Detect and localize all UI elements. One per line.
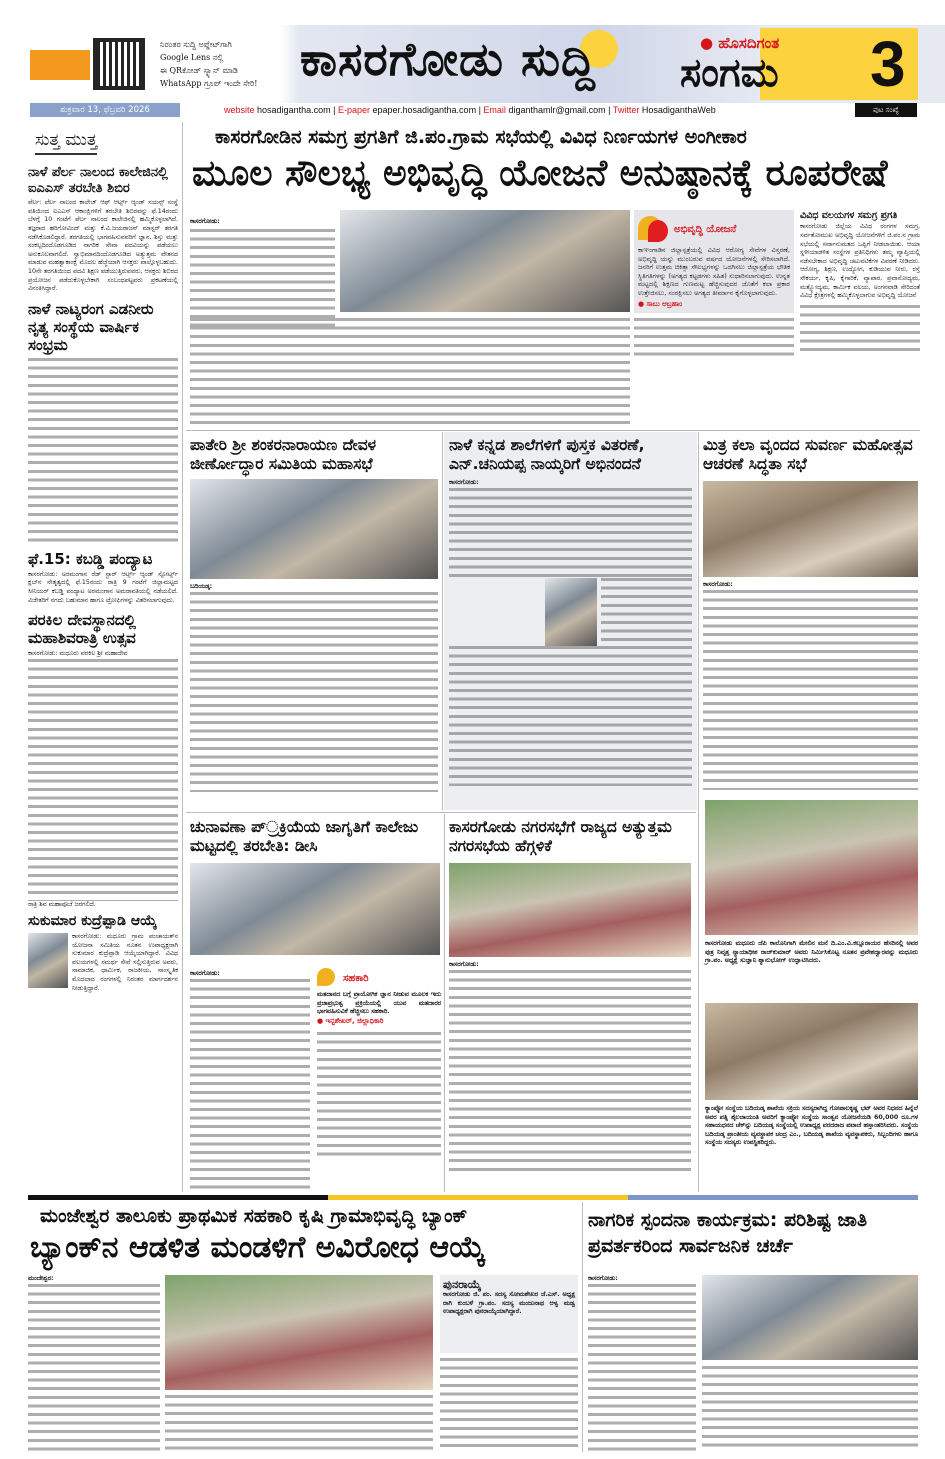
- article-kicker: ಮಂಜೇಶ್ವರ ತಾಲೂಕು ಪ್ರಾಥಮಿಕ ಸಹಕಾರಿ ಕೃಷಿ ಗ್ರಾಮಾಭಿವೃದ್ಧಿ ಬ್ಯಾಂಕ್: [40, 1205, 468, 1227]
- article-headline: ಬ್ಯಾಂಕ್‌ನ ಆಡಳಿತ ಮಂಡಳಿಗೆ ಅವಿರೋಧ ಆಯ್ಕೆ: [30, 1230, 486, 1265]
- masthead-title: ಕಾಸರಗೋಡು ಸುದ್ದಿ: [300, 32, 596, 86]
- dateline: ಮಂಜೇಶ್ವರ:: [28, 1275, 54, 1282]
- contact-links: website hosadigantha.com | E-paper epaper.hosadigantha.com | Email diganthamlr@gmail.com | Twitter HosadiganthaWeb: [224, 105, 716, 115]
- page-number: 3: [870, 28, 906, 100]
- box-text: ಕಾಸರಗೋಡು ಜಿ. ಪಂ. ಸದಸ್ಯ ಸೋಮಶೇಖರ ಜೆ.ಎಸ್. ಅಧ್ಯಕ್ಷ ರಾಗಿ ಕುಂಬಳೆ ಗ್ರಾ.ಪಂ. ಸದಸ್ಯ ಮಂಜುನಾಥ ಆಳ್ವ ಮಡ್ವ ಉಪಾಧ್ಯಕ್ಷರಾಗಿ ಪುನರಾಯ್ಕೆಯಾಗಿದ್ದಾರೆ.: [443, 1291, 575, 1316]
- article-photo: [449, 863, 691, 957]
- article-photo: [190, 479, 438, 579]
- link-label: Email: [483, 105, 506, 115]
- article-body: [588, 1275, 696, 1456]
- article-body-text: [190, 592, 438, 792]
- article-body-text: [28, 659, 178, 901]
- article-photo: [705, 1003, 918, 1100]
- sidebar-title: ವಿವಿಧ ವಲಯಗಳ ಸಮಗ್ರ ಪ್ರಗತಿ: [800, 210, 898, 221]
- column-divider: [582, 1202, 583, 1452]
- article-body: ಪೆರ್ಲ: ಪೆರ್ಲ ನಾಲಂದ ಕಾಲೇಜ್ ಆಫ್ ಆರ್ಟ್ಸ್ ಆ್ಯಂಡ್ ಸಯನ್ಸ್ ಸಂಸ್ಥೆ ವತಿಯಿಂದ ಐಎಎಸ್ ಆಕಾಂಕ್ಷಿಗಳಿಗೆ ತರಬೇತಿ ಶಿಬಿರವನ್ನು ಫೆ.14ರಂದು ಬೆಳಗ್ಗೆ 10 ಗಂಟೆಗೆ ಪೆರ್ಲ ನಾಲಂದ ಕಾಲೇಜಿನಲ್ಲಿ ಹಮ್ಮಿಕೊಳ್ಳಲಾಗಿದೆ. ತಜ್ಞರಾದ ಹರಿಗೋವಿಂದ್ ಮತ್ತು ಕೆ.ವಿ.ಜಯರಾಜನ್ ಮಾಸ್ಟರ್ ತರಗತಿ ನಡೆಸಿಕೊಡಲಿದ್ದಾರೆ. ತರಗತಿಯಲ್ಲಿ ಭಾಗವಹಿಸುವವರಿಗೆ ಜ್ಞಾನ, ಶಿಸ್ತು ಮತ್ತು ಸಂಕಲ್ಪದಿಂದೊಡಗೂಡಿದ ನಾಗರಿಕ ಸೇವಾ ಪದವಿಯನ್ನು ಪಡೆಯಲು ಅನುಕೂಲವಾಗಲಿದೆ. ಸ್ವಾಭಿಮಾನದಿಂದೊಡಗೂಡಿದ ಅತ್ಯುತ್ತಮ ವೇತನದ ಮಾಡುವ ಮಹತ್ವಾಕಾಂಕ್ಷೆ ಮೊದಲ ಹೆಜ್ಜೆಯಾಗಿ ಆಸಕ್ತರು ಪಾಲ್ಗೊಳ್ಳಬಹುದು. 10ನೇ ತರಗತಿಯಿಂದ ಪದವಿ ಶಿಕ್ಷಣ ಪಡೆಯುತ್ತಿರುವವರು, ಆಸಕ್ತರು ಶಿಬಿರದ ಪ್ರಯೋಜನ ಪಡೆದುಕೊಳ್ಳಬೇಕಾಗಿ ಸಂಬಂಧಪಟ್ಟವರು ಪ್ರಕಟಣೆಯಲ್ಲಿ ವಿನಂತಿಸಿದ್ದಾರೆ.: [28, 199, 178, 293]
- article-body-text: [588, 1284, 696, 1456]
- dateline: ಕಾಸರಗೋಡು:: [190, 218, 220, 225]
- article: [703, 436, 918, 790]
- article-body-text: [634, 318, 794, 358]
- article-body-text: [190, 229, 335, 329]
- article-body: ಕಾಸರಗೋಡು: ಮಧೂರು ಪರಕಿಲ ಶ್ರೀ ಮಹಾದೇವ: [28, 650, 128, 658]
- quote-icon: [317, 968, 335, 986]
- article-photo: [703, 481, 918, 577]
- article-headline: ನಾಳೆ ನಾಟ್ಯರಂಗ ಎಡನೀರು ನೃತ್ಯ ಸಂಸ್ಥೆಯ ವಾರ್ಷಿಕ ಸಂಭ್ರಮ: [28, 299, 154, 354]
- divider: [186, 812, 696, 813]
- article-body-text: [800, 305, 920, 355]
- article: [444, 432, 697, 810]
- link-label: E-paper: [337, 105, 370, 115]
- photo-caption: ಕ್ಯಾಂಪ್ಕೋ ಸಂಸ್ಥೆಯ ಬದಿಯಡ್ಕ ಶಾಖೆಯ ಸಕ್ರಿಯ ಸದಸ್ಯರಾಗಿದ್ದ ಗೋಪಾಲಕೃಷ್ಣ ಭಟ್ ಅವರ ನಿಧನದ ಹಿನ್ನೆಲೆ ಅವರ ಪತ್ನಿ ಶೈಲಜಾಯಂತಿ ಅವರಿಗೆ ಕ್ಯಾಂಪ್ಕೋ ಸಂಸ್ಥೆಯ ಸಾಂತ್ವನ ಯೋಜನೆಯಡಿ 60,000 ರೂ.ಗಳ ಸಹಾಯಧನದ ಚೆಕ್‌ನ್ನು ಬದಿಯಡ್ಕ ಸಂಸ್ಥೆಯಲ್ಲಿ ಉಪಾಧ್ಯಕ್ಷ ವರದರಾಜ ಪಟಾಜೆ ಹಸ್ತಾಂತರಿಸಿದರು. ಸಂಸ್ಥೆಯ ಬದಿಯಡ್ಕ ಪ್ರಾಂತೀಯ ವ್ಯವಸ್ಥಾಪಕ ಚಂದ್ರ ಎಂ., ಬದಿಯಡ್ಕ ಶಾಖೆಯ ವ್ಯವಸ್ಥಾಪಕರು, ಸಿಬ್ಬಂದಿಗಳು ಹಾಗೂ ಸಂಸ್ಥೆಯ ಸದಸ್ಯರು ಉಪಸ್ಥಿತರಿದ್ದರು.: [705, 1105, 918, 1147]
- article-body: [190, 970, 310, 1189]
- article-body-text: [190, 979, 310, 1189]
- qr-line: WhatsApp ಗ್ರೂಪ್ ಇಂದೇ ಸೇರಿ!: [160, 79, 258, 88]
- dateline: ಕಾಸರಗೋಡು:: [190, 970, 220, 977]
- epaper-link[interactable]: epaper.hosadigantha.com: [372, 105, 477, 115]
- article-body-text: [317, 1032, 441, 1160]
- article-headline: ಪಾತೇರಿ ಶ್ರೀ ಶಂಕರನಾರಾಯಣ ದೇವಳ ಜೀರ್ಣೋದ್ಧಾರ ಸಮಿತಿಯ ಮಹಾಸಭೆ: [190, 436, 377, 473]
- article-body: [28, 1275, 160, 1456]
- portrait-photo: [28, 933, 68, 988]
- quote-icon: [648, 220, 668, 242]
- column-divider: [444, 814, 445, 1192]
- article-headline: ನಾಳೆ ಪೆರ್ಲ ನಾಲಂದ ಕಾಲೇಜಿನಲ್ಲಿ ಐಎಎಸ್ ತರಬೇತಿ ಶಿಬಿರ: [28, 165, 168, 196]
- article-headline: ಚುನಾವಣಾ ಪ್್ರಕ್ರಿಯೆಯ ಜಾಗೃತಿಗೆ ಕಾಲೇಜು ಮಟ್ಟದಲ್ಲಿ ತರಬೇತಿ: ಡೀಸಿ: [190, 818, 419, 855]
- dateline: ಕಾಸರಗೋಡು:: [703, 581, 733, 589]
- article-body-text: [28, 358, 178, 546]
- article-body-text: [28, 1284, 160, 1456]
- article-photo: [705, 800, 918, 935]
- brand-name: ಹೊಸದಿಗಂತ: [718, 34, 780, 52]
- article: [190, 436, 438, 792]
- article-body-text: [601, 578, 692, 646]
- highlight-column: [634, 210, 794, 358]
- highlight-box: [440, 1275, 578, 1353]
- orange-bar-decoration: [30, 50, 90, 80]
- page-label: ಪುಟ ಸಂಖ್ಯೆ: [855, 103, 917, 117]
- article-headline: ನಾಳೆ ಕನ್ನಡ ಶಾಲೆಗಳಿಗೆ ಪುಸ್ತಕ ವಿತರಣೆ, ಎನ್.ಚನಿಯಪ್ಪ ನಾಯ್ಕರಿಗೆ ಅಭಿನಂದನೆ: [449, 436, 645, 473]
- qr-code[interactable]: [93, 38, 145, 90]
- lead-kicker: ಕಾಸರಗೋಡಿನ ಸಮಗ್ರ ಪ್ರಗತಿಗೆ ಜಿ.ಪಂ.ಗ್ರಾಮ ಸಭೆಯಲ್ಲಿ ವಿವಿಧ ನಿರ್ಣಯಗಳ ಅಂಗೀಕಾರ: [215, 126, 747, 148]
- brand-logo: ● ಹೊಸದಿಗಂತ: [700, 34, 780, 52]
- dateline: ಕಾಸರಗೋಡು:: [449, 479, 479, 487]
- link-label: Twitter: [612, 105, 640, 115]
- article-body-text: [165, 1395, 433, 1451]
- lead-sidebar: [800, 210, 920, 355]
- article-body-text: [190, 318, 630, 426]
- highlight-box: [634, 210, 794, 313]
- website-link[interactable]: hosadigantha.com: [257, 105, 331, 115]
- article-body-text: [703, 590, 918, 790]
- article-body-text: [702, 1366, 918, 1452]
- article-body-text: [440, 1358, 578, 1450]
- box-author: ● ಸಾಬು ಅಬ್ರಹಾಂ: [638, 299, 683, 308]
- portrait-photo: [545, 578, 597, 646]
- sidebar-text: ಕಾಸರಗೋಡು ಜಿಲ್ಲೆಯ ವಿವಿಧ ರಂಗಗಳ ಸಮಗ್ರ, ಸರ್ವತೋಮುಖ ಅಭಿವೃದ್ಧಿ ಯೋಜನೆಗಳಿಗೆ ಜಿ.ಪಂ.ನ ಗ್ರಾಮ ಸಭೆಯಲ್ಲಿ ಸರ್ವಾನುಮತದ ಒಪ್ಪಿಗೆ ನೀಡಲಾಯಿತು. ಆಯಾ ಸ್ಥಳೀಯಾಡಳಿತ ಸಂಸ್ಥೆಗಳ ಪ್ರತಿನಿಧಿಗಳು ತಮ್ಮ ವ್ಯಾಪ್ತಿಯಲ್ಲಿ ನಡೆಸಬೇಕಾದ ಅಭಿವೃದ್ಧಿ ಚಟುವಟಿಕೆಗಳ ವಿವರಣೆ ನೀಡಿದರು. ಆರೋಗ್ಯ, ಶಿಕ್ಷಣ, ಉದ್ಯೋಗ, ಕುಡಿಯುವ ನೀರು, ರಸ್ತೆ ಸೌಕರ್ಯ, ಕೃಷಿ, ಕೈಗಾರಿಕೆ, ವ್ಯಾಪಾರ, ಪ್ರವಾಸೋದ್ಯಮ, ಮತ್ಸ್ಯೋದ್ಯಮ, ಕಾರ್ಮಿಕ ವಲಯ, ಅಂಗನವಾಡಿ ಸೇರಿದಂತೆ ವಿವಿಧ ಕ್ಷೇತ್ರಗಳಲ್ಲಿ ಹಮ್ಮಿಕೊಳ್ಳಲಾಗುವ ಅಭಿವೃದ್ಧಿ ಯೋಜನೆ: [800, 223, 920, 300]
- qr-line: Google Lens ನಲ್ಲಿ: [160, 53, 224, 62]
- column-divider: [442, 432, 443, 810]
- email-link[interactable]: diganthamlr@gmail.com: [508, 105, 606, 115]
- box-title: ಸಹಕಾರಿ: [343, 972, 369, 984]
- article-body-text: [449, 488, 692, 578]
- column-divider: [698, 432, 699, 1192]
- photo-caption: ಕಾಸರಗೋಡು ಮಧೂರು ಜೆಪಿ ಕಾಲೊನಿಗಾಗಿ ಮೇಲಿನ ಮನೆ ದಿ.ಎಂ.ವಿ.ಕಲ್ಲೂರಾಯರ ಹೆಸರಿನಲ್ಲಿ ಅವರ ಪುತ್ರ ನಿವೃತ್ತ ನ್ಯಾಯಾಧೀಶ ರಾಜ್‌ಕುಮಾರ್ ಅವರು ನಿರ್ಮಿಸಿಕೊಟ್ಟ ನೂತನ ಪ್ರವೇಶದ್ವಾರವನ್ನು ಮಧೂರು ಗ್ರಾ.ಪಂ. ಅಧ್ಯಕ್ಷೆ ಸುಜ್ಞಾನಿ ಶ್ಯಾನುಭೋಗ್ ಉದ್ಘಾಟಿಸಿದರು.: [705, 940, 918, 965]
- qr-line: ನಿರಂತರ ಸುದ್ದಿ ಅಪ್ಡೇಟ್‌ಗಾಗಿ: [160, 40, 232, 49]
- dateline: ಬದಿಯಡ್ಕ:: [190, 583, 213, 591]
- box-header: [638, 214, 790, 244]
- twitter-link[interactable]: HosadiganthaWeb: [641, 105, 716, 115]
- box-title: ಅಭಿವೃದ್ಧಿ ಯೋಜನೆ: [674, 223, 737, 235]
- dateline: ಕಾಸರಗೋಡು:: [588, 1275, 618, 1282]
- section-logo: ಸುತ್ತ ಮುತ್ತ: [35, 130, 97, 155]
- article-body: ರಾತ್ರಿ ಶಿವ ಮಹಾಪೂಜೆ ಜರಗಲಿದೆ.: [28, 900, 96, 908]
- divider: [186, 430, 920, 431]
- qr-instructions: [160, 38, 290, 90]
- article-headline: ಫೆ.15: ಕಬಡ್ಡಿ ಪಂದ್ಯಾಟ: [28, 549, 153, 568]
- lead-body: [190, 208, 335, 329]
- article: [449, 818, 691, 1175]
- article-headline: ನಾಗರಿಕ ಸ್ಪಂದನಾ ಕಾರ್ಯಕ್ರಮ: ಪರಿಶಿಷ್ಟ ಜಾತಿ ಪ್ರವರ್ತಕರಿಂದ ಸಾರ್ವಜನಿಕ ಚರ್ಚೆ: [588, 1209, 868, 1257]
- edition-date: ಶುಕ್ರವಾರ 13, ಫೆಬ್ರವರಿ 2026: [30, 103, 180, 117]
- article-headline: ಮಿತ್ರ ಕಲಾ ವೃಂದದ ಸುವರ್ಣ ಮಹೋತ್ಸವ ಆಚರಣೆ ಸಿದ್ಧತಾ ಸಭೆ: [703, 436, 913, 473]
- article-photo: [165, 1275, 433, 1390]
- article-headline: ಸುಕುಮಾರ ಕುದ್ರೆಪ್ಪಾಡಿ ಆಯ್ಕೆ: [28, 913, 157, 930]
- link-label: website: [224, 105, 255, 115]
- box-header: [317, 967, 441, 989]
- article-headline: ಪರಕಿಲ ದೇವಸ್ಥಾನದಲ್ಲಿ ಮಹಾಶಿವರಾತ್ರಿ ಉತ್ಸವ: [28, 611, 136, 648]
- article-body-text: [449, 970, 691, 1175]
- article-headline: ಕಾಸರಗೋಡು ನಗರಸಭೆಗೆ ರಾಜ್ಯದ ಅತ್ಯುತ್ತಮ ನಗರಸಭೆಯ ಹೆಗ್ಗಳಿಕೆ: [449, 818, 672, 855]
- left-column: [28, 165, 178, 993]
- article-body: ಕಾಸರಗೋಡು: ಅರಮಂಗಾನ ರೆಡ್ ಸ್ಟಾರ್ ಆರ್ಟ್ಸ್ ಆ್ಯಂಡ್ ಸ್ಪೋರ್ಟ್ಸ್ ಕ್ಲಬ್‌ನ ನೇತೃತ್ವದಲ್ಲಿ ಫೆ.15ರಂದು ರಾತ್ರಿ 9 ಗಂಟೆಗೆ ಜಿಲ್ಲಾಮಟ್ಟದ ಸೀನಿಯರ್ ಕಬಡ್ಡಿ ಪಂದ್ಯಾಟ ಅರಮಂಗಾನ ಅಮರಾವತಿಯಲ್ಲಿ ನಡೆಯಲಿದೆ. ವಿಜೇತರಿಗೆ ನಗದು ಬಹುಮಾನ ಹಾಗೂ ಟ್ರೋಫಿಗಳನ್ನು ವಿತರಿಸಲಾಗುವುದು.: [28, 570, 178, 604]
- section-title: ಸಂಗಮ: [680, 50, 779, 96]
- article-body: ಕಾಸರಗೋಡು: ಮಧೂರು ಗ್ರಾಮ ಪಂಚಾಯತ್‌ನ ಯೋಜನಾ ಸಮಿತಿಯ ನೂತನ ಉಪಾಧ್ಯಕ್ಷರಾಗಿ ಸುಕುಮಾರ ಕುದ್ರೆಪ್ಪಾಡಿ ಆಯ್ಕೆಯಾಗಿದ್ದಾರೆ. ವಿವಿಧ ವಲಯಗಳಲ್ಲಿ ಸಮರ್ಥ ಸೇವೆ ಸಲ್ಲಿಸುತ್ತಿರುವ ಅವರು, ಸಾಮಾಜಿಕ, ಧಾರ್ಮಿಕ, ರಾಜಕೀಯ, ಸಾಂಸ್ಕೃತಿಕ ಮೊದಲಾದ ರಂಗಗಳಲ್ಲಿ ನಿರಂತರ ಮಾರ್ಗದರ್ಶನ ನೀಡುತ್ತಿದ್ದಾರೆ.: [72, 933, 178, 992]
- article-photo: [190, 863, 440, 955]
- highlight-box: [315, 965, 443, 1162]
- author-name: ಸಾಬು ಅಬ್ರಹಾಂ: [646, 299, 683, 308]
- article-body-text: [449, 646, 692, 786]
- article: [190, 818, 440, 955]
- author-name: ಇನ್ಬಶೇಖರ್, ಜಿಲ್ಲಾಧಿಕಾರಿ: [325, 1016, 384, 1025]
- section-separator: [28, 1195, 918, 1200]
- lead-photo: [340, 210, 630, 312]
- box-text: ಮತದಾನದ ಬಗ್ಗೆ ಪ್ರಾಯೋಗಿಕ ಜ್ಞಾನ ನೀಡುವ ಮೂಲಕ ಇದು ಪ್ರಜಾಪ್ರಭುತ್ವ ಪ್ರಕ್ರಿಯೆಯಲ್ಲಿ ಯುವ ಮತದಾರರ ಭಾಗವಹಿಸುವಿಕೆ ಹೆಚ್ಚಿಸಲು ಸಹಕಾರಿ.: [317, 991, 441, 1016]
- column-divider: [182, 122, 183, 1192]
- qr-line: ಈ QRಕೋಡ್ ಸ್ಕ್ಯಾನ್ ಮಾಡಿ: [160, 66, 238, 75]
- box-text: ಕಾಞಂಗಾಡಿನ ಜಿಲ್ಲಾಸ್ಪತ್ರೆಯಲ್ಲಿ ವಿವಿಧ ಆರೋಗ್ಯ ಸೇವೆಗಳ ವಿಸ್ತರಣೆ, ಅಭಿವೃದ್ಧಿ ಯನ್ನು ಮುಂಬರುವ ವರ್ಷದ ಯೋಜನೆಗಳಲ್ಲಿ ಸೇರಿಸಲಾಗಿದೆ. ಜನರಿಗೆ ಉತ್ತಮ ಚಿಕಿತ್ಸಾ ಸೌಲಭ್ಯಗಳನ್ನು ಒದಗಿಸಲು ಜಿಲ್ಲಾಸ್ಪತ್ರೆಯ ಭೌತಿಕ ಸ್ಥಿತಿಗತಿಗಳನ್ನು (ಅಗತ್ಯದ ಕಟ್ಟಡಗಳು ಸಹಿತ) ಸುಧಾರಿಸಲಾಗುವುದು. ಉನ್ನತ ಮಟ್ಟದಲ್ಲಿ ಶಿಕ್ಷಣದ ಗುಣಮಟ್ಟ ಹೆಚ್ಚಿಸುವುದರ ಜೊತೆಗೆ ಕಲಾ ಪ್ರಕಾರ ಉತ್ತೇಜಿಸಲು, ಸಂರಕ್ಷಿಸಲು ಅಗತ್ಯದ ತೀರ್ಮಾನ ಕೈಗೊಳ್ಳಲಾಗುವುದು.: [638, 246, 790, 297]
- box-author: ● ಇನ್ಬಶೇಖರ್, ಜಿಲ್ಲಾಧಿಕಾರಿ: [317, 1016, 384, 1025]
- lead-headline: ಮೂಲ ಸೌಲಭ್ಯ ಅಭಿವೃದ್ಧಿ ಯೋಜನೆ ಅನುಷ್ಠಾನಕ್ಕೆ ರೂಪರೇಷೆ: [192, 153, 888, 194]
- dateline: ಕಾಸರಗೋಡು:: [449, 961, 479, 969]
- box-title: ಪುನರಾಯ್ಕೆ: [443, 1278, 482, 1291]
- article-photo: [702, 1275, 918, 1360]
